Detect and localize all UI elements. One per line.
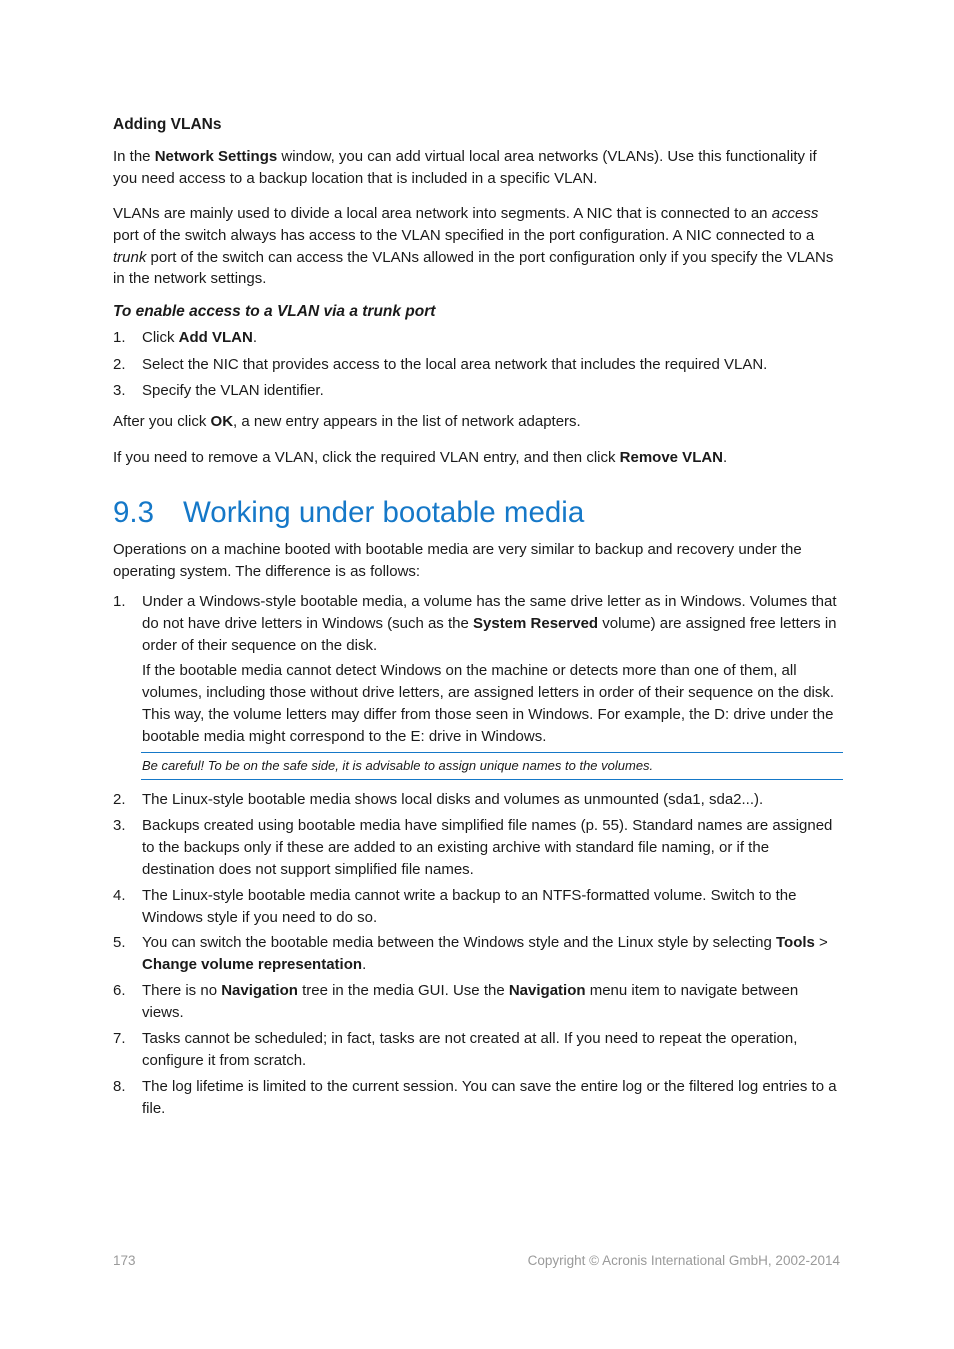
paragraph-network-settings: In the Network Settings window, you can add virtual local area networks (VLANs). Use this functionality if you need access to a backup location that is included in a specific VLAN. — [113, 148, 817, 187]
copyright-notice: Copyright © Acronis International GmbH, 2002-2014 — [527, 1253, 840, 1268]
list-item: 4. The Linux-style bootable media cannot write a backup to an NTFS-formatted volume. Switch to the Windows style if you need to do so. — [113, 887, 797, 926]
section-title: Working under bootable media — [183, 496, 585, 529]
list-item: 2. The Linux-style bootable media shows local disks and volumes as unmounted (sda1, sda2...). — [113, 791, 764, 808]
list-item: 6. There is no Navigation tree in the media GUI. Use the Navigation menu item to navigate between views. — [113, 982, 799, 1021]
section-heading-bootable-media — [113, 496, 843, 530]
heading-adding-vlans: Adding VLANs — [113, 116, 222, 133]
caution-note: Be careful! To be on the safe side, it is advisable to assign unique names to the volumes. — [141, 752, 843, 780]
list-item: 7. Tasks cannot be scheduled; in fact, tasks are not created at all. If you need to repeat the operation, configure it from scratch. — [113, 1030, 798, 1069]
procedure-title: To enable access to a VLAN via a trunk port — [113, 303, 436, 320]
list-item: 3. Specify the VLAN identifier. — [113, 382, 324, 399]
paragraph-vlan-description: VLANs are mainly used to divide a local area network into segments. A NIC that is connected to an access port of the switch always has access to the VLAN specified in the port configuration. A NIC connected to a trunk port of the switch can access the VLANs allowed in the port configuration only if you specify the VLANs in the network settings. — [113, 205, 834, 288]
list-item: 1. Under a Windows-style bootable media, a volume has the same drive letter as in Windows. Volumes that do not have drive letters in Windows (such as the System Reserved volume) are assigned free letters in order of their sequence on the disk. If the bootable media cannot detect Windows on the machine or detects more than one of them, all volumes, including those without drive letters, are assigned letters in order of their sequence on the disk. This way, the volume letters may differ from those seen in Windows. For example, the D: drive under the bootable media might correspond to the E: drive in Windows. — [113, 593, 837, 745]
paragraph-intro: Operations on a machine booted with bootable media are very similar to backup and recovery under the operating system. The difference is as follows: — [113, 541, 802, 580]
list-item: 8. The log lifetime is limited to the current session. You can save the entire log or the filtered log entries to a file. — [113, 1078, 837, 1117]
page-number: 173 — [113, 1253, 136, 1268]
list-item: 1. Click Add VLAN. — [113, 329, 258, 346]
section-number: 9.3 — [113, 496, 155, 529]
paragraph-remove-vlan: If you need to remove a VLAN, click the required VLAN entry, and then click Remove VLAN. — [113, 449, 728, 466]
list-item: 3. Backups created using bootable media have simplified file names (p. 55). Standard names are assigned to the backups only if these are added to an existing archive with standard file naming, or if the destination does not support simplified file names. — [113, 817, 833, 878]
list-item: 5. You can switch the bootable media between the Windows style and the Linux style by selecting Tools > Change volume representation. — [113, 934, 828, 973]
list-item: 2. Select the NIC that provides access to the local area network that includes the required VLAN. — [113, 356, 768, 373]
paragraph-after-ok: After you click OK, a new entry appears in the list of network adapters. — [113, 413, 581, 430]
